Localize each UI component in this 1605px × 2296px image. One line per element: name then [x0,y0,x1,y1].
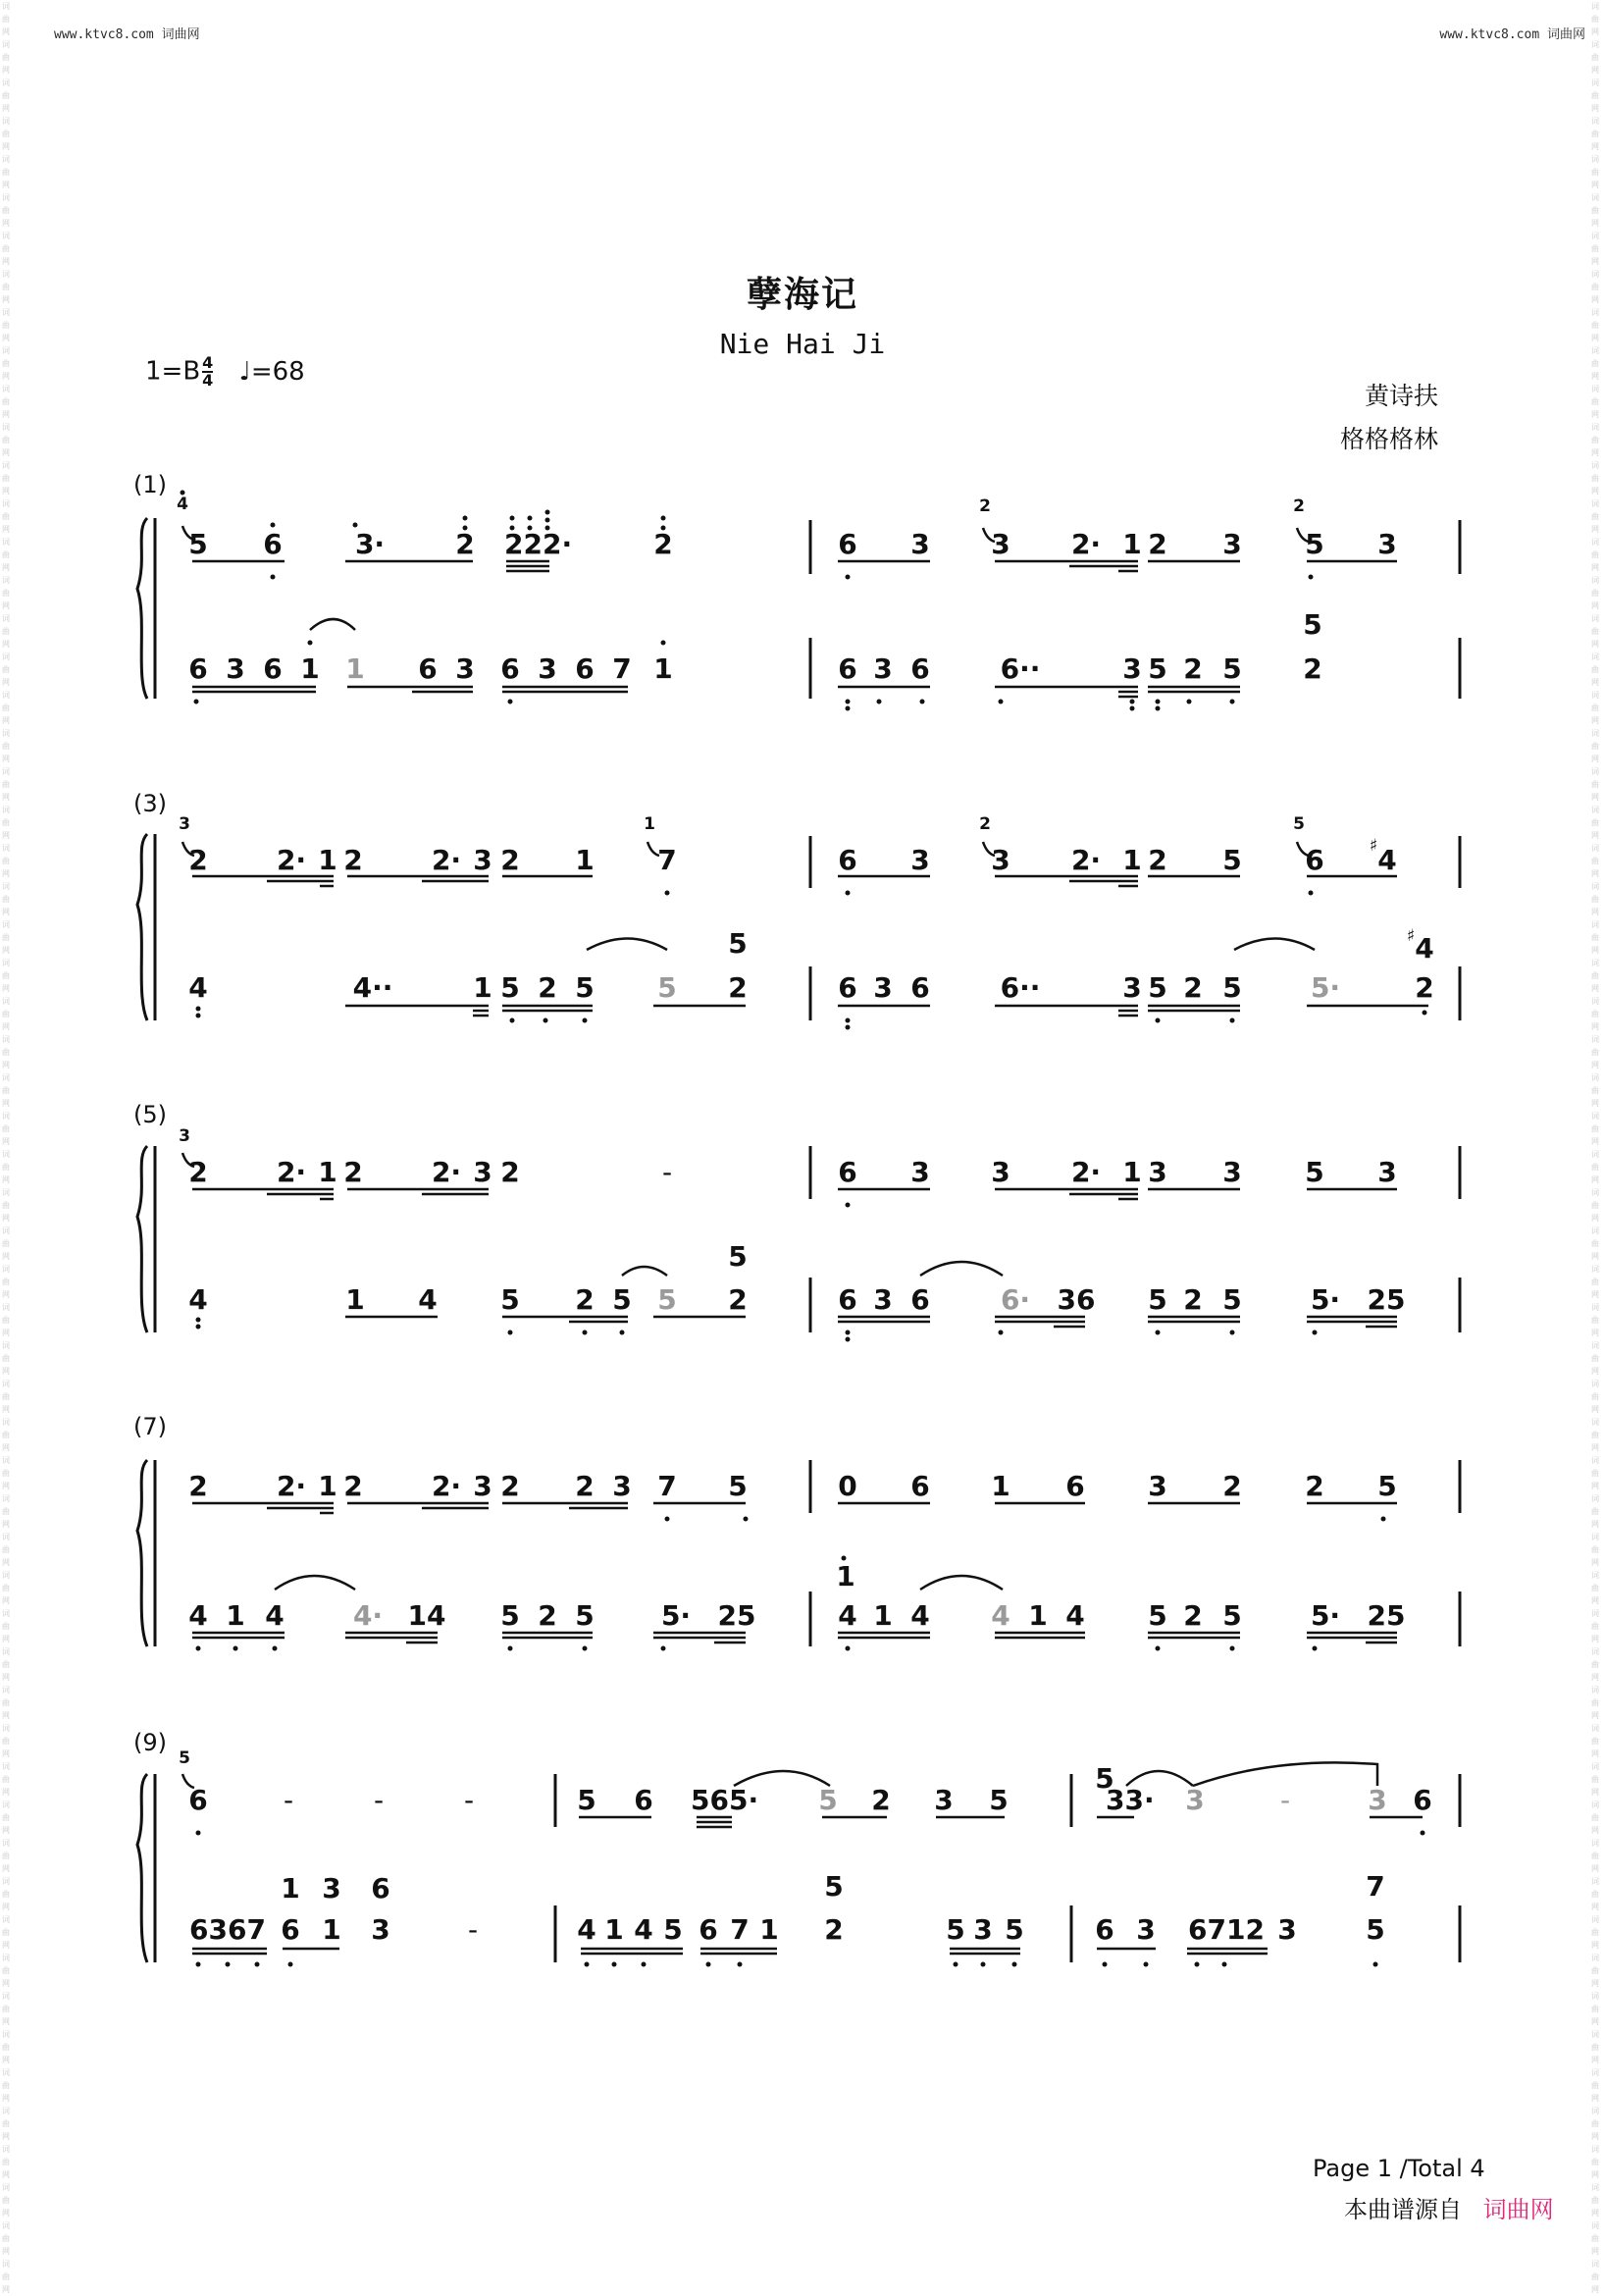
system-label-3: (3) [133,790,167,817]
note: 1 [653,652,673,685]
note: 5 [575,971,595,1004]
note: 2 [1303,652,1322,685]
note: 1 [322,1913,341,1946]
note: 6 [838,652,857,685]
note: 4 [188,1283,208,1316]
note: 3 [910,528,930,560]
note: 1 [759,1913,779,1946]
note: 7 [657,1470,677,1502]
note: 2· [276,1156,307,1188]
note: 3 [973,1913,993,1946]
note: 2· [431,1156,462,1188]
note: 3 [1122,971,1142,1004]
note: 6 [500,652,520,685]
note: 1 [1122,528,1142,560]
note: 3 [455,652,475,685]
grace-note: 5 [179,1748,190,1768]
note: 5 [500,971,520,1004]
note-tied: 3 [1185,1784,1205,1816]
note-tied: 3 [1368,1784,1387,1816]
note: 3 [873,652,893,685]
note-tied: 4· [352,1599,384,1632]
grace-note: 2 [1293,496,1305,516]
time-signature-bottom: 4 [202,371,214,390]
key-label: 1=B [145,356,201,387]
song-title: 孽海记 [746,275,858,315]
grace-note: 2 [979,496,991,516]
system-label-5: (5) [133,1101,167,1128]
note: 5· [1310,1283,1341,1316]
note: 5 [1095,1762,1114,1795]
note: 6 [371,1872,390,1905]
note: 4 [1065,1599,1085,1632]
note: 14 [407,1599,446,1632]
note: 2 [343,1470,363,1502]
note: 7 [730,1913,750,1946]
right-watermark-strip: 词曲网 词曲网 词曲网 词曲网 词曲网 词曲网 词曲网 词曲网 词曲网 词曲网 词曲网 词曲网 词曲网 词曲网 词曲网 词曲网 词曲网 词曲网 词曲网 词曲网 词曲网 词曲网 词曲网 词曲网 词曲网 词曲网 词曲网 词曲网 词曲网 词曲网 词曲网 词曲网 词曲网 词曲网 词曲网 词曲网 词曲网 词曲网 词曲网 词曲网 词曲网 词曲网 词曲网 词曲网 词曲网 词曲网 词曲网 词曲网 词曲网 词曲网 词曲网 词曲网 词曲网 词曲网 词曲网 词曲网 词曲网 词曲网 词曲网 词曲网 [1591,2,1599,2294]
note: 3 [1277,1913,1297,1946]
note: 4 [1415,932,1434,965]
note: 6 [1065,1470,1085,1502]
note: 1 [318,1470,337,1502]
note: 6 [699,1913,718,1946]
note: 2 [500,844,520,876]
dash-extension: - [661,1156,673,1188]
note: 2 [455,528,475,560]
credit-line-1: 黄诗扶 [1364,382,1438,410]
note: 3 [1148,1156,1167,1188]
note: 2 [1305,1470,1324,1502]
note: 5 [728,927,748,960]
note: 5 [1303,608,1322,641]
note: 4 [1377,844,1397,876]
note: 3 [473,844,492,876]
note: 2 [1183,971,1203,1004]
note: 2 [188,1470,208,1502]
brace-5 [137,1774,147,1962]
note: 3 [1122,652,1142,685]
note: 33· [1106,1784,1155,1816]
note-tied: 5 [657,971,677,1004]
note: 2· [1070,1156,1102,1188]
note: 1 [345,1283,365,1316]
note: 6 [1305,844,1324,876]
note: 2 [538,1599,557,1632]
brace-2 [137,834,147,1020]
note-tied: 5 [818,1784,838,1816]
note: 5· [660,1599,692,1632]
note: 1 [873,1599,893,1632]
note: 1 [604,1913,624,1946]
note: 5 [1222,1599,1242,1632]
note: 3 [226,652,245,685]
note: 2 [575,1283,595,1316]
note: 5 [728,1240,748,1273]
note: 2 [575,1470,595,1502]
note: 3 [1222,528,1242,560]
note: 5 [1305,528,1324,560]
note: 6712 [1188,1913,1265,1946]
brace-3 [137,1146,147,1332]
note: 36 [1057,1283,1096,1316]
note: 3 [910,844,930,876]
note: 5 [575,1599,595,1632]
note: 2 [1415,971,1434,1004]
note: 222· [504,528,573,560]
note: 3 [538,652,557,685]
note: 6367 [189,1913,266,1946]
dash-extension: - [467,1913,479,1946]
note: 2 [343,1156,363,1188]
note: 5· [1310,1599,1341,1632]
note: 3 [322,1872,341,1905]
note: 3 [1136,1913,1156,1946]
note: 4 [188,971,208,1004]
note: 3 [1377,1156,1397,1188]
system-label-7: (7) [133,1413,167,1440]
note: 3 [473,1156,492,1188]
note: 2 [728,1283,748,1316]
note: 1 [318,844,337,876]
note: 4 [265,1599,285,1632]
note: 4 [634,1913,653,1946]
note: 25 [1367,1599,1406,1632]
note: 2 [500,1470,520,1502]
note: 2 [500,1156,520,1188]
note: 2 [1148,528,1167,560]
note: 3 [1148,1470,1167,1502]
grace-note: 3 [179,1126,190,1146]
page-indicator: Page 1 /Total 4 [1313,2155,1485,2182]
note-tied: 1 [345,652,365,685]
source-line [1344,2190,1554,2224]
note: 1 [1122,1156,1142,1188]
note: 5 [500,1599,520,1632]
note: 0 [838,1470,857,1502]
note: 565· [691,1784,759,1816]
note: 4 [418,1283,438,1316]
note: 1 [836,1560,855,1592]
note: 5 [946,1913,965,1946]
note: 2· [431,1470,462,1502]
note: 3 [991,1156,1010,1188]
note: 5 [1148,652,1167,685]
note: 25 [717,1599,756,1632]
note: 2 [343,844,363,876]
note: 3 [873,971,893,1004]
note: 3 [1222,1156,1242,1188]
note: 5 [1222,1283,1242,1316]
note: 6·· [1000,652,1041,685]
note: 1 [1028,1599,1048,1632]
grace-note: 4 [177,495,188,514]
note: 6 [910,652,930,685]
note: 4·· [352,971,393,1004]
note: 6 [418,652,438,685]
note: 2 [728,971,748,1004]
note: 3 [473,1470,492,1502]
note-tied: 5 [657,1283,677,1316]
dash-extension: - [373,1784,385,1816]
note: 5 [1366,1913,1385,1946]
note: 2· [1070,844,1102,876]
sharp-sign: ♯ [1369,836,1378,856]
note: 4 [838,1599,857,1632]
note: 1 [991,1470,1010,1502]
note: 5 [1305,1156,1324,1188]
note: 6 [281,1913,300,1946]
note: 4 [188,1599,208,1632]
note: 5 [1148,971,1167,1004]
note-tied: 5· [1310,971,1341,1004]
note: 1 [575,844,595,876]
note: 2· [431,844,462,876]
note: 3 [371,1913,390,1946]
note: 6 [575,652,595,685]
note: 6 [1095,1913,1114,1946]
site-url-left: www.ktvc8.com [54,27,154,42]
note: 5 [1222,971,1242,1004]
note: 5 [1377,1470,1397,1502]
note: 6 [188,1784,208,1816]
note: 2· [276,1470,307,1502]
note: 6 [838,528,857,560]
note: 7 [657,844,677,876]
sharp-sign: ♯ [1406,926,1416,946]
brace-4 [137,1460,147,1646]
note: 3 [934,1784,954,1816]
site-name-right: 词曲网 [1546,27,1585,42]
note: 4 [910,1599,930,1632]
site-name-left: 词曲网 [161,27,200,42]
note: 3 [910,1156,930,1188]
note: 7 [1366,1870,1385,1903]
dash-extension: - [463,1784,475,1816]
time-signature-top: 4 [202,353,214,372]
note: 6 [263,652,283,685]
grace-note: 5 [1293,814,1305,834]
note: 6 [910,1470,930,1502]
note: 1 [281,1872,300,1905]
note: 2 [188,1156,208,1188]
credit-line-2: 格格格林 [1339,425,1438,453]
note: 6 [263,528,283,560]
note: 2· [276,844,307,876]
note: 2 [1222,1470,1242,1502]
dash-extension: - [1279,1784,1291,1816]
note: 4 [577,1913,596,1946]
note: 6 [1413,1784,1432,1816]
note: 1 [473,971,492,1004]
note: 3 [1377,528,1397,560]
source-link[interactable]: 词曲网 [1482,2196,1554,2223]
note-tied: 6· [1000,1283,1031,1316]
note: 6 [910,971,930,1004]
source-prefix: 本曲谱源自 [1344,2196,1462,2223]
note: 25 [1367,1283,1406,1316]
note: 1 [300,652,320,685]
note: 5 [1222,652,1242,685]
note: 5 [663,1913,683,1946]
note: 5 [1222,844,1242,876]
note: 6 [634,1784,653,1816]
note: 6 [838,1156,857,1188]
note: 2· [1070,528,1102,560]
note: 2 [1148,844,1167,876]
note: 1 [1122,844,1142,876]
note: 1 [318,1156,337,1188]
quarter-note-icon: ♩ [238,356,251,387]
note: 5 [1005,1913,1024,1946]
note: 5 [989,1784,1009,1816]
note: 2 [1183,1599,1203,1632]
note: 2 [1183,1283,1203,1316]
note: 2 [824,1913,844,1946]
grace-note: 2 [979,814,991,834]
site-url-right: www.ktvc8.com [1439,27,1540,42]
tempo-value: =68 [250,356,305,387]
note: 5 [824,1870,844,1903]
note: 2 [871,1784,891,1816]
grace-note: 3 [179,814,190,834]
note: 5 [612,1283,632,1316]
note: 5 [188,528,208,560]
note: 3· [354,528,386,560]
note: 3 [991,844,1010,876]
note-tied: 4 [991,1599,1010,1632]
note: 1 [226,1599,245,1632]
note: 2 [538,971,557,1004]
note: 5 [577,1784,596,1816]
system-label-1: (1) [133,471,167,498]
system-label-9: (9) [133,1729,167,1756]
note: 6 [188,652,208,685]
note: 6 [838,971,857,1004]
note: 6 [838,1283,857,1316]
brace-1 [137,518,147,699]
note: 6·· [1000,971,1041,1004]
note: 3 [612,1470,632,1502]
note: 3 [991,528,1010,560]
note: 2 [188,844,208,876]
song-subtitle: Nie Hai Ji [719,328,886,360]
note: 5 [500,1283,520,1316]
note: 5 [728,1470,748,1502]
note: 2 [1183,652,1203,685]
note: 5 [1148,1599,1167,1632]
grace-note: 1 [644,814,655,834]
note: 2 [653,528,673,560]
note: 7 [612,652,632,685]
note: 6 [910,1283,930,1316]
dash-extension: - [283,1784,294,1816]
left-watermark-strip: 词曲网 词曲网 词曲网 词曲网 词曲网 词曲网 词曲网 词曲网 词曲网 词曲网 词曲网 词曲网 词曲网 词曲网 词曲网 词曲网 词曲网 词曲网 词曲网 词曲网 词曲网 词曲网 词曲网 词曲网 词曲网 词曲网 词曲网 词曲网 词曲网 词曲网 词曲网 词曲网 词曲网 词曲网 词曲网 词曲网 词曲网 词曲网 词曲网 词曲网 词曲网 词曲网 词曲网 词曲网 词曲网 词曲网 词曲网 词曲网 词曲网 词曲网 词曲网 词曲网 词曲网 词曲网 词曲网 词曲网 词曲网 词曲网 词曲网 词曲网 [2,2,10,2294]
note: 3 [873,1283,893,1316]
note: 6 [838,844,857,876]
note: 5 [1148,1283,1167,1316]
